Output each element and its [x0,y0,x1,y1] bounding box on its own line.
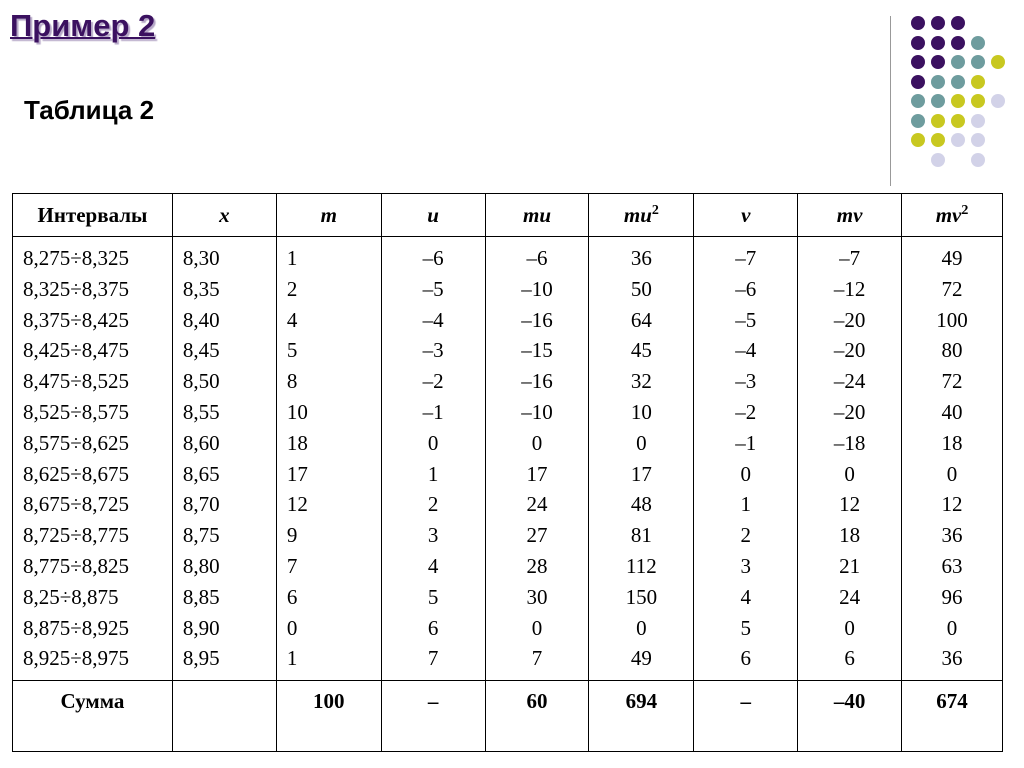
table-cell: 8,40 [182,307,220,332]
table-cell: 9 [286,523,298,548]
table-cell: 0 [946,461,958,486]
table-cell: 0 [636,615,647,640]
decorative-dot [971,36,985,50]
decorative-dot [991,55,1005,69]
table-cell: –1 [735,430,757,455]
table-cell: 18 [941,430,963,455]
table-cell: 5 [740,615,751,640]
sum-label: Сумма [13,681,173,752]
table-cell: –20 [833,399,866,424]
table-cell: 8,60 [182,430,220,455]
table-cell: 4 [427,553,439,578]
decorative-dot [951,133,965,147]
table-cell: 8,70 [182,492,220,517]
header-mv2: $m\nu^2$ [902,194,1003,237]
decorative-dot [911,16,925,30]
table-cell: 3 [427,523,439,548]
decorative-dot [951,16,965,30]
column-u [381,237,485,681]
header-v: ν [694,194,798,237]
decorative-dot [951,36,965,50]
table-cell: 8,725÷8,775 [23,523,130,548]
decorative-dot [911,94,925,108]
decorative-dot [951,94,965,108]
table-cell: 8,375÷8,425 [23,307,130,332]
table-cell: 6 [286,584,298,609]
table-cell: 7 [286,553,298,578]
table-cell: 3 [740,553,751,578]
table-cell: 72 [941,276,963,301]
decorative-dot [931,16,945,30]
table-cell: 63 [941,553,963,578]
table-cell: –24 [833,369,866,394]
decorative-dot [911,75,925,89]
table-cell: 8,35 [182,276,220,301]
table-cell: 30 [526,584,548,609]
header-m: m [276,194,381,237]
decorative-dot [931,75,945,89]
table-cell: –10 [521,399,553,424]
column-mv [798,237,902,681]
table-cell: 0 [636,430,647,455]
table-cell: –7 [735,246,757,270]
table-cell: 8,45 [182,338,220,363]
table-cell: 17 [286,461,308,486]
decorative-dot [911,36,925,50]
table-cell: 80 [941,338,963,363]
table-cell: 28 [526,553,548,578]
table-cell: –20 [833,307,866,332]
table-cell: 1 [286,246,298,270]
decorative-dot [931,153,945,167]
table-cell: 40 [941,399,963,424]
table-cell: 8,675÷8,725 [23,492,130,517]
table-cell: 6 [740,646,751,671]
table-cell: 8,85 [182,584,220,609]
decorative-dot [911,133,925,147]
decorative-divider [890,16,891,186]
table-cell: 0 [844,461,855,486]
table-cell: –2 [735,399,757,424]
table-cell: 96 [941,584,963,609]
column-mu [485,237,589,681]
table-cell: –5 [735,307,757,332]
table-cell: 8,875÷8,925 [23,615,130,640]
table-cell: 50 [630,276,652,301]
sum-m: 100 [276,681,381,752]
decorative-dot [931,36,945,50]
header-x: x [172,194,276,237]
table-cell: 24 [526,492,548,517]
decorative-dot [991,94,1005,108]
table-cell: 81 [630,523,652,548]
header-row [13,194,1003,237]
table-cell: 8,525÷8,575 [23,399,130,424]
table-cell: 8,55 [182,399,220,424]
statistics-table [12,193,1003,752]
column-intervals [13,237,173,681]
slide-title: Пример 2 [10,8,156,43]
table-cell: 36 [630,246,652,270]
table-cell: 0 [844,615,855,640]
table-cell: 2 [286,276,298,301]
table-cell: 100 [936,307,968,332]
header-mu2: $mu^2$ [589,194,694,237]
decorative-dot [931,55,945,69]
table-cell: 8,925÷8,975 [23,646,130,671]
table-cell: 27 [526,523,548,548]
table-cell: 4 [286,307,298,332]
table-caption: Таблица 2 [24,95,155,125]
table-cell: 0 [740,461,751,486]
table-cell: 8,775÷8,825 [23,553,130,578]
table-cell: 112 [626,553,657,578]
decorative-dot [971,94,985,108]
table-cell: 1 [286,646,298,671]
table-cell: 8,75 [182,523,220,548]
table-cell: 18 [839,523,861,548]
decorative-dot [971,75,985,89]
decorative-dot [971,133,985,147]
table-cell: 49 [630,646,652,671]
sum-u: – [381,681,485,752]
table-cell: –10 [521,276,553,301]
table-cell: 0 [531,615,543,640]
table-cell: 18 [286,430,308,455]
table-cell: 0 [427,430,439,455]
table-cell: –16 [521,369,553,394]
decorative-dot [971,153,985,167]
table-cell: 12 [941,492,963,517]
table-cell: 17 [526,461,548,486]
table-cell: 36 [941,646,963,671]
decorative-dot [951,55,965,69]
table-cell: 5 [427,584,439,609]
header-mu: mu [485,194,589,237]
table-cell: 10 [286,399,308,424]
table-cell: 72 [941,369,963,394]
table-cell: 0 [286,615,298,640]
column-mu2 [589,237,694,681]
sum-mv2: 674 [902,681,1003,752]
table-cell: 8,625÷8,675 [23,461,130,486]
table-cell: –4 [422,307,444,332]
table-cell: 1 [427,461,439,486]
table-cell: 7 [427,646,439,671]
table-cell: 0 [946,615,958,640]
data-body-row [13,237,1003,681]
table-cell: 45 [630,338,652,363]
table-cell: 0 [531,430,543,455]
table-cell: 10 [630,399,652,424]
column-mv2 [902,237,1003,681]
table-cell: 6 [844,646,855,671]
decorative-dot [971,114,985,128]
table-cell: 8,80 [182,553,220,578]
table-cell: 49 [941,246,963,270]
table-cell: –16 [521,307,553,332]
table-cell: 2 [427,492,439,517]
decorative-dot [931,133,945,147]
table-cell: 24 [839,584,861,609]
table-cell: 36 [941,523,963,548]
table-cell: 5 [286,338,298,363]
table-cell: –3 [735,369,757,394]
column-x [172,237,276,681]
decorative-dot [911,55,925,69]
table-cell: 6 [427,615,439,640]
decorative-dot [971,55,985,69]
table-cell: 7 [531,646,543,671]
table-cell: 1 [740,492,751,517]
table-cell: 12 [839,492,861,517]
sum-mu2: 694 [589,681,694,752]
sum-mu: 60 [485,681,589,752]
table-cell: 21 [839,553,861,578]
table-cell: –6 [735,276,757,301]
table-cell: –6 [526,246,548,270]
decorative-dot [911,114,925,128]
table-cell: 8,325÷8,375 [23,276,130,301]
sum-v: – [694,681,798,752]
table-cell: –12 [833,276,866,301]
sum-x [172,681,276,752]
table-cell: 4 [740,584,751,609]
table-cell: –1 [422,399,444,424]
table-cell: 48 [630,492,652,517]
column-m [276,237,381,681]
table-cell: 8,425÷8,475 [23,338,130,363]
table-cell: 32 [630,369,652,394]
decorative-dot [951,75,965,89]
table-cell: –15 [521,338,553,363]
table-cell: 8,275÷8,325 [23,246,130,270]
table-cell: 2 [740,523,751,548]
decorative-dot [951,114,965,128]
table-cell: 8,25÷8,875 [23,584,119,609]
table-cell: 150 [625,584,658,609]
table-cell: –3 [422,338,444,363]
table-cell: –2 [422,369,444,394]
sum-mv: –40 [798,681,902,752]
table-cell: 8,90 [182,615,220,640]
table-cell: 12 [286,492,308,517]
table-cell: 8,30 [182,246,220,270]
table-cell: 8,95 [182,646,220,671]
table-cell: –4 [735,338,757,363]
table-cell: –18 [833,430,866,455]
sum-row [13,681,1003,752]
decorative-dot [931,114,945,128]
table-cell: –6 [422,246,444,270]
table-cell: –7 [839,246,861,270]
header-mv: mν [798,194,902,237]
table-cell: 8 [286,369,298,394]
table-cell: 8,475÷8,525 [23,369,130,394]
table-cell: 17 [630,461,652,486]
column-v [694,237,798,681]
table-cell: –5 [422,276,444,301]
header-intervals: Интервалы [13,194,173,237]
header-u: u [381,194,485,237]
table-cell: 8,575÷8,625 [23,430,130,455]
table-cell: –20 [833,338,866,363]
table-cell: 8,50 [182,369,220,394]
table-cell: 8,65 [182,461,220,486]
table-cell: 64 [630,307,652,332]
decorative-dot [931,94,945,108]
